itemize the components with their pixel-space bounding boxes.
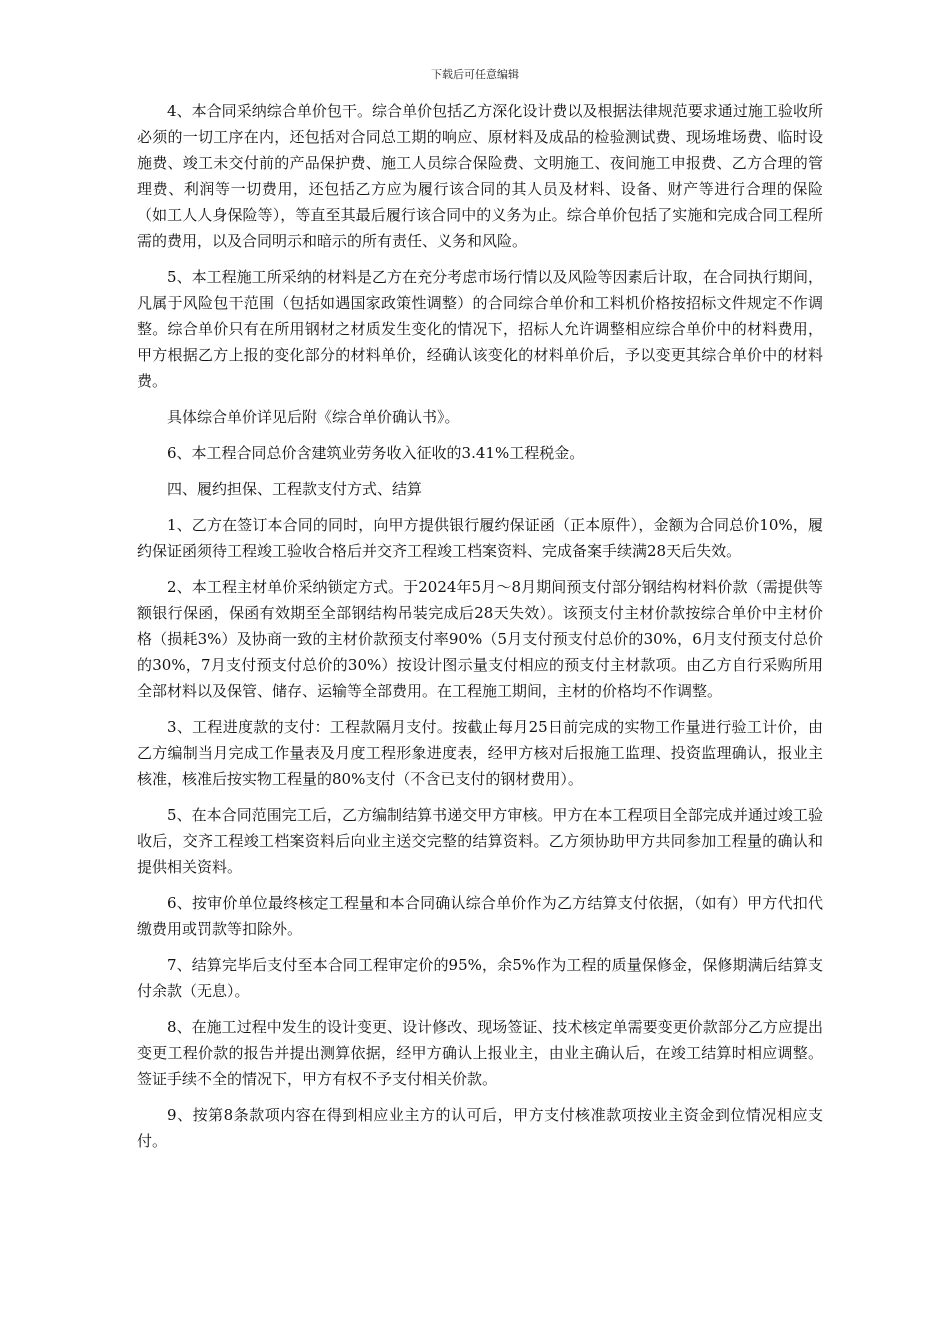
clause-6-tax: 6、本工程合同总价含建筑业劳务收入征收的3.41%工程税金。: [167, 444, 585, 462]
clause-2-material-lock: 2、本工程主材单价采纳锁定方式。于2024年5月～8月期间预支付部分钢结构材料价款（需提供等额银行保函，保函有效期至全部钢结构吊装完成后28天失效）。该预支付主材价款按综合单价中主材价格（损耗3%）及协商一致的主材价款预支付率90%（5月支付预支付总价的30%，6月支付预支付总价的30%，7月支付预支付总价的30%）按设计图示量支付相应的预支付主材款项。由乙方自行采购所用全部材料以及保管、储存、运输等全部费用。在工程施工期间，主材的价格均不作调整。: [137, 578, 823, 700]
clause-3-progress-payment: 3、工程进度款的支付：工程款隔月支付。按截止每月25日前完成的实物工作量进行验工计价，由乙方编制当月完成工作量表及月度工程形象进度表，经甲方核对后报施工监理、投资监理确认，报业主核准，核准后按实物工程量的80%支付（不含已支付的钢材费用）。: [137, 718, 823, 788]
clause-5-settlement: 5、在本合同范围完工后，乙方编制结算书递交甲方审核。甲方在本工程项目全部完成并通过竣工验收后，交齐工程竣工档案资料后向业主送交完整的结算资料。乙方须协助甲方共同参加工程量的确认和提供相关资料。: [137, 806, 823, 876]
clause-6-audit-basis: 6、按审价单位最终核定工程量和本合同确认综合单价作为乙方结算支付依据，（如有）甲方代扣代缴费用或罚款等扣除外。: [137, 894, 823, 938]
clause-7-retention: 7、结算完毕后支付至本合同工程审定价的95%，余5%作为工程的质量保修金，保修期满后结算支付余款（无息）。: [137, 956, 823, 1000]
page-header: 下载后可任意编辑: [431, 68, 519, 81]
clause-5-materials: 5、本工程施工所采纳的材料是乙方在充分考虑市场行情以及风险等因素后计取，在合同执行期间，凡属于风险包干范围（包括如遇国家政策性调整）的合同综合单价和工料机价格按招标文件规定不作调整。综合单价只有在所用钢材之材质发生变化的情况下，招标人允许调整相应综合单价中的材料费用，甲方根据乙方上报的变化部分的材料单价，经确认该变化的材料单价后，予以变更其综合单价中的材料费。: [137, 268, 823, 390]
clause-9-approved-payment: 9、按第8条款项内容在得到相应业主方的认可后，甲方支付核准款项按业主资金到位情况相应支付。: [137, 1106, 823, 1150]
clause-4-unit-price: 4、本合同采纳综合单价包干。综合单价包括乙方深化设计费以及根据法律规范要求通过施工验收所必须的一切工序在内，还包括对合同总工期的响应、原材料及成品的检验测试费、现场堆场费、临时设施费、竣工未交付前的产品保护费、施工人员综合保险费、文明施工、夜间施工申报费、乙方合理的管理费、利润等一切费用，还包括乙方应为履行该合同的其人员及材料、设备、财产等进行合理的保险（如工人人身保险等），等直至其最后履行该合同中的义务为止。综合单价包括了实施和完成合同工程所需的费用，以及合同明示和暗示的所有责任、义务和风险。: [137, 102, 823, 250]
unit-price-reference: 具体综合单价详见后附《综合单价确认书》。: [167, 408, 460, 426]
document-body: [137, 98, 823, 1164]
section-heading-4: 四、履约担保、工程款支付方式、结算: [167, 480, 423, 498]
clause-8-variations: 8、在施工过程中发生的设计变更、设计修改、现场签证、技术核定单需要变更价款部分乙方应提出变更工程价款的报告并提出测算依据，经甲方确认上报业主，由业主确认后，在竣工结算时相应调整。签证手续不全的情况下，甲方有权不予支付相关价款。: [137, 1018, 823, 1088]
clause-1-performance-bond: 1、乙方在签订本合同的同时，向甲方提供银行履约保证函（正本原件），金额为合同总价10%，履约保证函须待工程竣工验收合格后并交齐工程竣工档案资料、完成备案手续满28天后失效。: [137, 516, 823, 560]
